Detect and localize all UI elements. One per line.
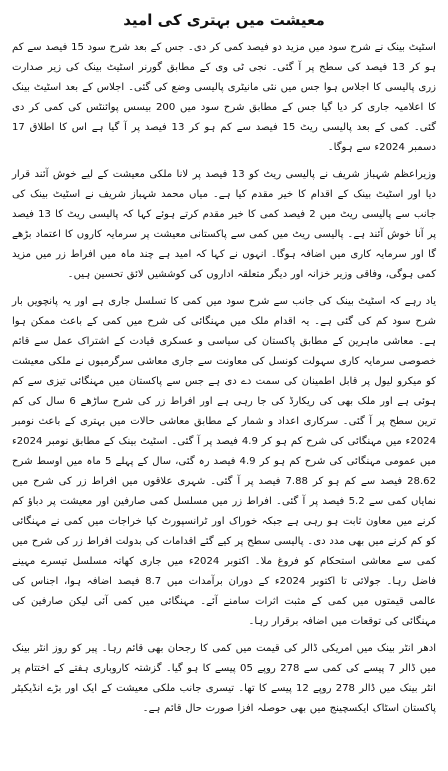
article-body xyxy=(12,38,436,719)
article-paragraph: اسٹیٹ بینک نے شرح سود میں مزید دو فیصد کمی کر دی۔ جس کے بعد شرح سود 15 فیصد سے کم ہو کر 13 فیصد کی سطح پر آ گئی۔ نجی ٹی وی کے مطابق گورنر اسٹیٹ بینک کی زیر صدارت زری پالیسی کا اجلاس ہوا جس میں نئی مانیٹری پالیسی وضع کی گئی۔ اجلاس کے بعد اسٹیٹ بینک کا اعلامیہ جاری کر دیا گیا جس کے مطابق شرح سود میں 200 بیسس پوائنٹس کی کمی کر دی گئی۔ کمی کے بعد پالیسی ریٹ 15 فیصد سے کم ہو کر 13 فیصد پر آ گیا ہے اس کا اطلاق 17 دسمبر 2024ء سے ہوگا۔ xyxy=(12,42,437,153)
article-paragraph: ادھر انٹر بینک میں امریکی ڈالر کی قیمت میں کمی کا رجحان بھی قائم رہا۔ پیر کو روز انٹر بینک میں ڈالر 7 پیسے کی کمی سے 278 روپے 05 پیسے کا ہو گیا۔ گزشتہ کاروباری ہفتے کے اختتام پر انٹر بینک میں ڈالر 278 روپے 12 پیسے کا تھا۔ تیسری جانب ملکی معیشت کے ایک اور بڑے انڈیکیٹر پاکستان اسٹاک ایکسچینج میں بھی حوصلہ افزا صورت حال قائم ہے۔ xyxy=(12,643,436,714)
article-headline: معیشت میں بہتری کی امید xyxy=(123,11,325,29)
article-paragraph: یاد رہے کہ اسٹیٹ بینک کی جانب سے شرح سود میں کمی کا تسلسل جاری ہے اور یہ پانچویں بار شرح سود کم کی گئی ہے۔ یہ اقدام ملک میں مہنگائی کی شرح میں کمی کے باعث ممکن ہوا ہے۔ معاشی ماہرین کے مطابق پاکستان کی سیاسی و عسکری قیادت کے اشتراک عمل سے قائم خصوصی سرمایہ کاری سہولت کونسل کی معاونت سے جاری معاشی سرگرمیوں نے ملکی معیشت کو میکرو لیول پر قابل اطمینان کی سمت دے دی ہے جس سے پاکستان میں مہنگائی تیزی سے کم ہوئی ہے اور ملک بھی کی ریکارڈ کی جا رہی ہے اور افراط زر کی شرح ساڑھے 6 سال کی کم ترین سطح پر آ گئی۔ سرکاری اعداد و شمار کے مطابق معاشی حالات میں بہتری کے باعث نومبر 2024ء میں مہنگائی کی شرح کم ہو کر 4.9 فیصد پر آ گئی۔ اسٹیٹ بینک کے مطابق نومبر 2024ء میں عمومی مہنگائی کی شرح کم ہو کر 4.9 فیصد رہ گئی، سال کے پہلے 5 ماہ میں اوسط شرح 28.62 فیصد سے کم ہو کر 7.88 فیصد پر آ گئی۔ شہری علاقوں میں افراط زر کی شرح میں نمایاں کمی سے 5.2 فیصد پر آ گئی۔ افراط زر میں مسلسل کمی صارفین اور معیشت پر دباؤ کم کرنے میں معاون ثابت ہو رہی ہے جبکہ خوراک اور ٹرانسپورٹ کیا خراجات میں کمی نے مہنگائی کو کم کرنے میں بھی مدد دی۔ پالیسی سطح پر کیے گئے اقدامات کی بدولت افراط زر کی شرح میں کمی سے معاشی استحکام کو فروغ ملا۔ اکتوبر 2024ء میں جاری کھاتہ مسلسل تیسرے مہینے فاضل رہا۔ جولائی تا اکتوبر 2024ء کے دوران برآمدات میں 8.7 فیصد اضافہ ہوا، اجناس کی عالمی قیمتوں میں کمی کے مثبت اثرات سامنے آئے۔ مہنگائی میں کمی آئی لیکن صارفین کی مہنگائی کی توقعات میں اضافہ برقرار رہا۔ xyxy=(12,296,437,627)
article-paragraph: وزیراعظم شہباز شریف نے پالیسی ریٹ کو 13 فیصد پر لانا ملکی معیشت کے لیے خوش آئند قرار دیا اور اسٹیٹ بینک کے اقدام کا خیر مقدم کیا ہے۔ میاں محمد شہباز شریف نے اسٹیٹ بینک کی جانب سے پالیسی ریٹ میں 2 فیصد کمی کا خیر مقدم کرتے ہوئے کہا کہ پالیسی ریٹ کا 13 فیصد پر آنا خوش آئند ہے۔ پالیسی ریٹ میں کمی سے پاکستانی معیشت پر سرمایہ کاروں کا اعتماد بڑھے گا اور سرمایہ کاری میں اضافہ ہوگا۔ انہوں نے کہا کہ امید ہے چند ماہ میں افراط زر میں مزید کمی ہوگی، وفاقی وزیر خزانہ اور دیگر متعلقہ اداروں کی کوششیں لائق تحسین ہیں۔ xyxy=(12,169,436,280)
